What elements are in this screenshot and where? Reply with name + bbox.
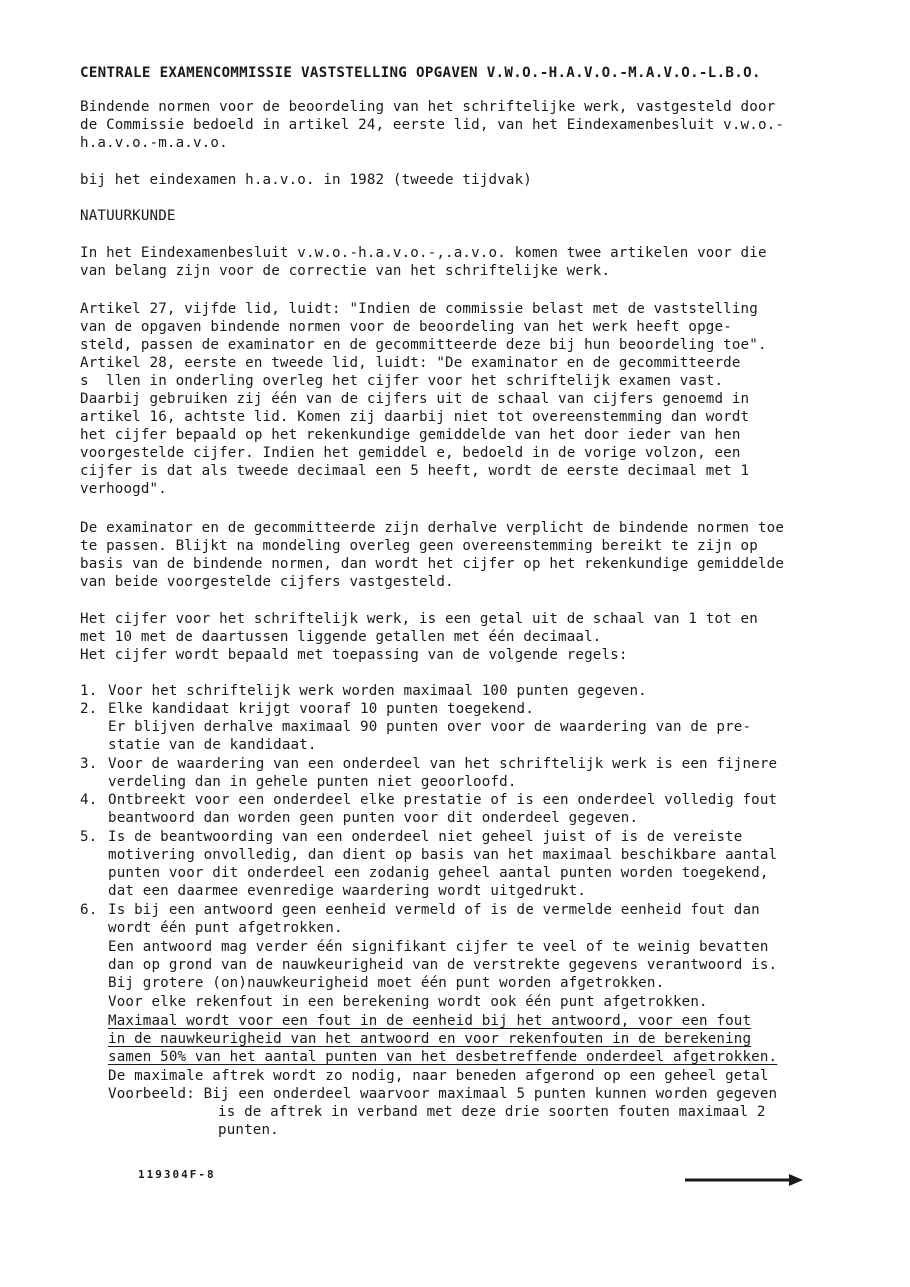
example-line: punten.	[218, 1122, 279, 1138]
rule-number: 4.	[80, 792, 98, 808]
article-line: cijfer is dat als tweede decimaal een 5 heeft, wordt de eerste decimaal met 1	[80, 463, 750, 479]
rule-line: beantwoord dan worden geen punten voor dit onderdeel gegeven.	[108, 810, 639, 826]
rule-line: Ontbreekt voor een onderdeel elke prestatie of is een onderdeel volledig fout	[108, 792, 778, 808]
rule-line: Is de beantwoording van een onderdeel niet geheel juist of is de vereiste	[108, 829, 743, 845]
intro-line: de Commissie bedoeld in artikel 24, eerste lid, van het Eindexamenbesluit v.w.o.-	[80, 117, 785, 133]
rule-line: statie van de kandidaat.	[108, 737, 317, 753]
rule-line: dan op grond van de nauwkeurigheid van de verstrekte gegevens verantwoord is.	[108, 957, 778, 973]
rule-line: Voor de waardering van een onderdeel van het schriftelijk werk is een fijnere	[108, 756, 778, 772]
article-line: steld, passen de examinator en de gecommitteerde deze bij hun beoordeling toe".	[80, 337, 767, 353]
rule-line: Bij grotere (on)nauwkeurigheid moet één punt worden afgetrokken.	[108, 975, 665, 991]
rule-line: Elke kandidaat krijgt vooraf 10 punten toegekend.	[108, 701, 534, 717]
underlined-line: Maximaal wordt voor een fout in de eenheid bij het antwoord, voor een fout	[108, 1013, 752, 1029]
document-title: CENTRALE EXAMENCOMMISSIE VASTSTELLING OPGAVEN V.W.O.-H.A.V.O.-M.A.V.O.-L.B.O.	[80, 65, 761, 81]
intro-line: h.a.v.o.-m.a.v.o.	[80, 135, 228, 151]
rule-number: 5.	[80, 829, 98, 845]
paragraph-line: van belang zijn voor de correctie van het schriftelijke werk.	[80, 263, 611, 279]
article-line: s llen in onderling overleg het cijfer voor het schriftelijk examen vast.	[80, 373, 724, 389]
article-line: verhoogd".	[80, 481, 167, 497]
document-code: 119304F-8	[138, 1168, 216, 1181]
rule-number: 3.	[80, 756, 98, 772]
rule-number: 2.	[80, 701, 98, 717]
rule-line: dat een daarmee evenredige waardering wordt uitgedrukt.	[108, 883, 587, 899]
paragraph-line: De examinator en de gecommitteerde zijn derhalve verplicht de bindende normen toe	[80, 520, 785, 536]
rule-line: punten voor dit onderdeel een zodanig geheel aantal punten worden toegekend,	[108, 865, 769, 881]
article-line: voorgestelde cijfer. Indien het gemiddel e, bedoeld in de vorige volzon, een	[80, 445, 741, 461]
paragraph-line: basis van de bindende normen, dan wordt het cijfer op het rekenkundige gemiddelde	[80, 556, 785, 572]
paragraph-line: Het cijfer voor het schriftelijk werk, is een getal uit de schaal van 1 tot en	[80, 611, 758, 627]
exam-line: bij het eindexamen h.a.v.o. in 1982 (tweede tijdvak)	[80, 172, 532, 188]
rule-line: De maximale aftrek wordt zo nodig, naar beneden afgerond op een geheel getal	[108, 1068, 769, 1084]
right-arrow-icon	[685, 1173, 805, 1187]
paragraph-line: met 10 met de daartussen liggende getallen met één decimaal.	[80, 629, 602, 645]
paragraph-line: van beide voorgestelde cijfers vastgesteld.	[80, 574, 454, 590]
example-line: is de aftrek in verband met deze drie soorten fouten maximaal 2	[218, 1104, 766, 1120]
article-line: Artikel 27, vijfde lid, luidt: "Indien de commissie belast met de vaststelling	[80, 301, 758, 317]
rule-line: verdeling dan in gehele punten niet geoorloofd.	[108, 774, 517, 790]
article-line: Artikel 28, eerste en tweede lid, luidt: "De examinator en de gecommitteerde	[80, 355, 741, 371]
rule-number: 1.	[80, 683, 98, 699]
article-line: van de opgaven bindende normen voor de beoordeling van het werk heeft opge-	[80, 319, 732, 335]
article-line: Daarbij gebruiken zij één van de cijfers uit de schaal van cijfers genoemd in	[80, 391, 750, 407]
paragraph-line: In het Eindexamenbesluit v.w.o.-h.a.v.o.-,.a.v.o. komen twee artikelen voor die	[80, 245, 767, 261]
rule-line: motivering onvolledig, dan dient op basis van het maximaal beschikbare aantal	[108, 847, 778, 863]
underlined-line: samen 50% van het aantal punten van het desbetreffende onderdeel afgetrokken.	[108, 1049, 778, 1065]
article-line: het cijfer bepaald op het rekenkundige gemiddelde van het door ieder van hen	[80, 427, 741, 443]
subject-heading: NATUURKUNDE	[80, 208, 176, 224]
rule-line: Voor het schriftelijk werk worden maximaal 100 punten gegeven.	[108, 683, 647, 699]
rule-line: Is bij een antwoord geen eenheid vermeld of is de vermelde eenheid fout dan	[108, 902, 760, 918]
rule-number: 6.	[80, 902, 98, 918]
rule-line: wordt één punt afgetrokken.	[108, 920, 343, 936]
example-line: Voorbeeld: Bij een onderdeel waarvoor maximaal 5 punten kunnen worden gegeven	[108, 1086, 778, 1102]
paragraph-line: Het cijfer wordt bepaald met toepassing van de volgende regels:	[80, 647, 628, 663]
paragraph-line: te passen. Blijkt na mondeling overleg geen overeenstemming bereikt te zijn op	[80, 538, 758, 554]
rule-line: Voor elke rekenfout in een berekening wordt ook één punt afgetrokken.	[108, 994, 708, 1010]
rule-line: Een antwoord mag verder één signifikant cijfer te veel of te weinig bevatten	[108, 939, 769, 955]
article-line: artikel 16, achtste lid. Komen zij daarbij niet tot overeenstemming dan wordt	[80, 409, 750, 425]
intro-line: Bindende normen voor de beoordeling van het schriftelijke werk, vastgesteld door	[80, 99, 776, 115]
rule-line: Er blijven derhalve maximaal 90 punten over voor de waardering van de pre-	[108, 719, 752, 735]
underlined-line: in de nauwkeurigheid van het antwoord en voor rekenfouten in de berekening	[108, 1031, 752, 1047]
